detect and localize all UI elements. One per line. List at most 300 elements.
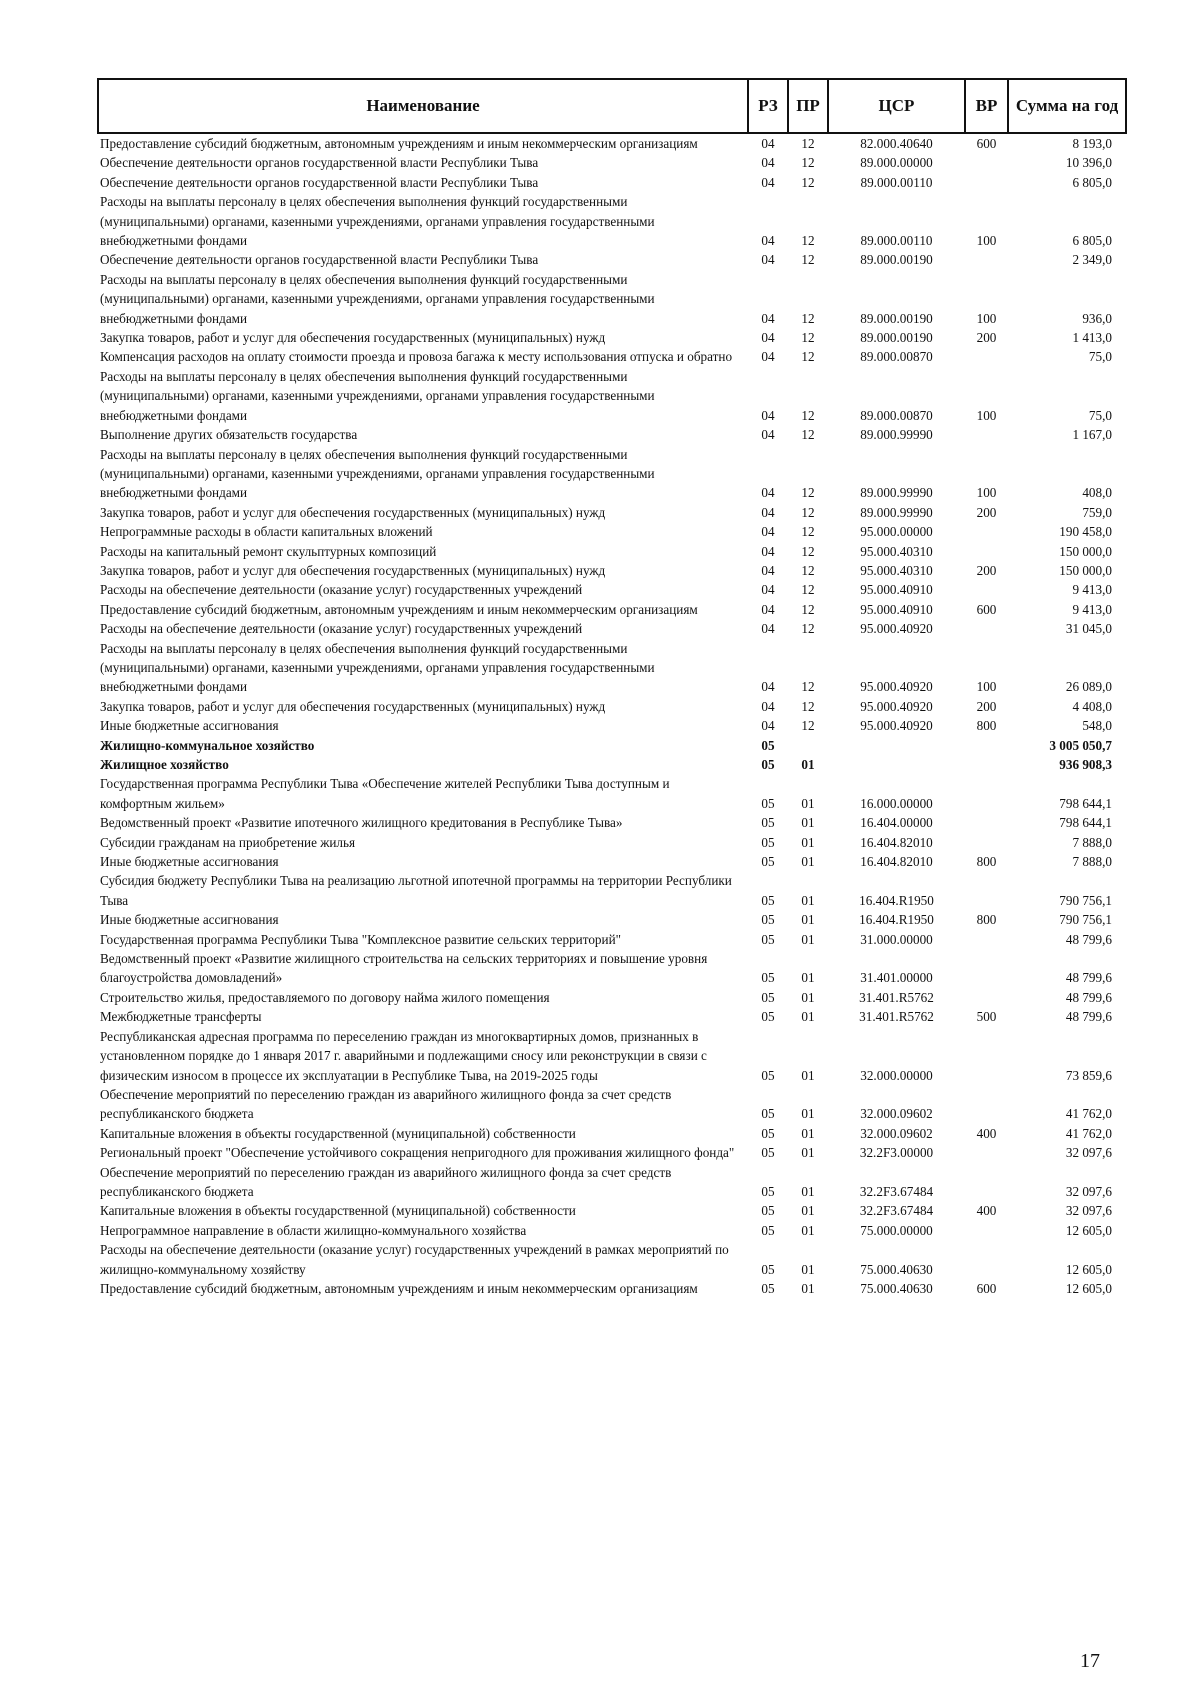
cell-sum: 12 605,0 [1065, 1280, 1112, 1296]
cell-sum: 31 045,0 [1065, 621, 1112, 637]
cell-rz: 04 [761, 155, 775, 171]
cell-vr: 600 [976, 1280, 997, 1296]
cell-name: Выполнение других обязательств государства [100, 427, 358, 443]
cell-name: Жилищное хозяйство [100, 757, 229, 772]
cell-vr: 100 [976, 233, 997, 249]
cell-csr: 95.000.40910 [860, 601, 933, 617]
cell-name: Обеспечение деятельности органов государственной власти Республики Тыва [100, 174, 539, 190]
cell-vr: 200 [976, 562, 997, 578]
cell-vr [965, 774, 1008, 813]
cell-name: Иные бюджетные ассигнования [100, 718, 279, 734]
cell-name: Расходы на выплаты персоналу в целях обеспечения выполнения функций государственными (муниципальными) органами, казенными учреждениями, органами управления государственными внебюджетными фондами [100, 194, 655, 249]
table-row [98, 813, 1126, 832]
cell-pr: 01 [801, 912, 815, 928]
cell-rz: 05 [761, 795, 775, 811]
cell-pr: 12 [801, 504, 815, 520]
cell-sum: 150 000,0 [1059, 562, 1112, 578]
table-row [98, 833, 1126, 852]
cell-pr: 12 [801, 407, 815, 423]
cell-sum: 41 762,0 [1065, 1106, 1112, 1122]
cell-name: Предоставление субсидий бюджетным, автономным учреждениям и иным некоммерческим организациям [100, 1280, 698, 1296]
cell-name: Компенсация расходов на оплату стоимости проезда и провоза багажа к месту использования отпуска и обратно [100, 349, 733, 365]
cell-csr: 89.000.00190 [860, 310, 933, 326]
cell-sum: 4 408,0 [1072, 698, 1112, 714]
cell-pr: 12 [801, 155, 815, 171]
cell-rz: 05 [761, 1203, 775, 1219]
table-row [98, 871, 1126, 910]
cell-csr: 89.000.99990 [860, 485, 933, 501]
table-row [98, 1201, 1126, 1220]
cell-csr: 31.401.00000 [860, 970, 933, 986]
table-row [98, 600, 1126, 619]
cell-rz: 04 [761, 310, 775, 326]
cell-pr: 12 [801, 349, 815, 365]
table-row [98, 270, 1126, 328]
cell-vr: 200 [976, 698, 997, 714]
table-row [98, 930, 1126, 949]
cell-pr: 01 [801, 1280, 815, 1296]
cell-sum: 790 756,1 [1059, 912, 1112, 928]
cell-csr: 89.000.00190 [860, 330, 933, 346]
table-row [98, 1279, 1126, 1298]
cell-rz: 04 [761, 349, 775, 365]
cell-sum: 759,0 [1082, 504, 1112, 520]
cell-name: Ведомственный проект «Развитие ипотечного жилищного кредитования в Республике Тыва» [100, 815, 623, 831]
header-name: Наименование [98, 79, 748, 133]
table-row [98, 153, 1126, 172]
cell-pr: 01 [801, 931, 815, 947]
cell-rz: 05 [761, 1067, 775, 1083]
table-row [98, 697, 1126, 716]
cell-csr: 31.000.00000 [860, 931, 933, 947]
cell-csr: 89.000.00870 [860, 349, 933, 365]
cell-rz: 04 [761, 582, 775, 598]
cell-rz: 05 [761, 737, 775, 753]
cell-name: Расходы на выплаты персоналу в целях обеспечения выполнения функций государственными (муниципальными) органами, казенными учреждениями, органами управления государственными внебюджетными фондами [100, 271, 655, 326]
table-row [98, 522, 1126, 541]
cell-sum: 10 396,0 [1065, 155, 1112, 171]
cell-pr: 01 [801, 834, 815, 850]
table-row [98, 367, 1126, 425]
cell-name: Расходы на выплаты персоналу в целях обеспечения выполнения функций государственными (муниципальными) органами, казенными учреждениями, органами управления государственными внебюджетными фондами [100, 446, 655, 501]
cell-rz: 05 [761, 1183, 775, 1199]
cell-sum: 1 413,0 [1072, 330, 1112, 346]
table-row [98, 503, 1126, 522]
cell-vr: 600 [976, 601, 997, 617]
cell-vr: 400 [976, 1125, 997, 1141]
cell-pr: 01 [801, 892, 815, 908]
cell-rz: 04 [761, 504, 775, 520]
cell-sum: 12 605,0 [1065, 1261, 1112, 1277]
cell-name: Непрограммное направление в области жилищно-коммунального хозяйства [100, 1222, 527, 1238]
cell-name: Расходы на обеспечение деятельности (оказание услуг) государственных учреждений в рамках мероприятий по жилищно-коммунальному хозяйству [100, 1242, 729, 1277]
cell-pr: 12 [801, 601, 815, 617]
cell-name: Закупка товаров, работ и услуг для обеспечения государственных (муниципальных) нужд [100, 698, 606, 714]
cell-pr: 12 [801, 718, 815, 734]
cell-rz: 04 [761, 562, 775, 578]
cell-vr [965, 542, 1008, 561]
cell-csr: 95.000.40920 [860, 698, 933, 714]
table-row [98, 1124, 1126, 1143]
cell-pr: 01 [801, 1125, 815, 1141]
cell-rz: 04 [761, 621, 775, 637]
cell-csr: 89.000.00000 [860, 155, 933, 171]
cell-sum: 48 799,6 [1065, 1009, 1112, 1025]
cell-rz: 04 [761, 601, 775, 617]
table-row [98, 1240, 1126, 1279]
cell-csr: 31.401.R5762 [859, 1009, 934, 1025]
cell-sum: 26 089,0 [1065, 679, 1112, 695]
cell-sum: 32 097,6 [1065, 1183, 1112, 1199]
cell-rz: 04 [761, 679, 775, 695]
cell-rz: 05 [761, 757, 775, 772]
cell-sum: 48 799,6 [1065, 989, 1112, 1005]
cell-name: Расходы на капитальный ремонт скульптурных композиций [100, 543, 437, 559]
cell-rz: 04 [761, 136, 775, 151]
cell-rz: 04 [761, 174, 775, 190]
cell-csr: 95.000.00000 [860, 524, 933, 540]
cell-pr: 01 [801, 1183, 815, 1199]
cell-csr: 89.000.00190 [860, 252, 933, 268]
table-row [98, 988, 1126, 1007]
cell-sum: 2 349,0 [1072, 252, 1112, 268]
cell-pr: 12 [801, 310, 815, 326]
cell-pr: 12 [801, 233, 815, 249]
cell-vr [965, 988, 1008, 1007]
table-row [98, 619, 1126, 638]
cell-name: Закупка товаров, работ и услуг для обеспечения государственных (муниципальных) нужд [100, 330, 606, 346]
cell-pr: 12 [801, 562, 815, 578]
cell-pr: 12 [801, 698, 815, 714]
table-row [98, 173, 1126, 192]
cell-csr: 32.000.09602 [860, 1106, 933, 1122]
cell-name: Закупка товаров, работ и услуг для обеспечения государственных (муниципальных) нужд [100, 562, 606, 578]
cell-vr: 200 [976, 504, 997, 520]
cell-vr: 800 [976, 912, 997, 928]
cell-csr: 95.000.40310 [860, 562, 933, 578]
cell-rz: 05 [761, 970, 775, 986]
page-number: 17 [1080, 1650, 1100, 1672]
cell-pr: 01 [801, 795, 815, 811]
cell-sum: 9 413,0 [1072, 601, 1112, 617]
cell-vr: 100 [976, 310, 997, 326]
table-row [98, 580, 1126, 599]
cell-sum: 12 605,0 [1065, 1222, 1112, 1238]
cell-vr: 100 [976, 485, 997, 501]
cell-csr [828, 755, 965, 774]
table-row [98, 774, 1126, 813]
table-row [98, 542, 1126, 561]
cell-rz: 05 [761, 815, 775, 831]
cell-pr: 12 [801, 543, 815, 559]
cell-csr: 31.401.R5762 [859, 989, 934, 1005]
cell-csr: 32.2F3.67484 [859, 1203, 934, 1219]
cell-pr: 01 [801, 1067, 815, 1083]
cell-csr: 16.404.R1950 [859, 912, 934, 928]
cell-csr: 75.000.00000 [860, 1222, 933, 1238]
cell-rz: 04 [761, 698, 775, 714]
cell-sum: 1 167,0 [1072, 427, 1112, 443]
cell-pr: 01 [801, 989, 815, 1005]
cell-rz: 05 [761, 854, 775, 870]
cell-name: Расходы на обеспечение деятельности (оказание услуг) государственных учреждений [100, 621, 583, 637]
cell-pr: 12 [801, 136, 815, 151]
table-row [98, 347, 1126, 366]
cell-vr [965, 250, 1008, 269]
cell-vr: 200 [976, 330, 997, 346]
header-sum: Сумма на год [1008, 79, 1126, 133]
table-row [98, 910, 1126, 929]
cell-vr: 600 [976, 136, 997, 151]
cell-csr: 16.404.00000 [860, 815, 933, 831]
cell-csr: 89.000.99990 [860, 504, 933, 520]
cell-vr [965, 1240, 1008, 1279]
cell-name: Субсидия бюджету Республики Тыва на реализацию льготной ипотечной программы на территории Республики Тыва [100, 873, 732, 908]
cell-name: Ведомственный проект «Развитие жилищного строительства на сельских территориях и повышение уровня благоустройства домовладений» [100, 951, 708, 986]
cell-pr: 01 [801, 1106, 815, 1122]
cell-vr [965, 580, 1008, 599]
cell-rz: 05 [761, 931, 775, 947]
cell-sum: 32 097,6 [1065, 1145, 1112, 1161]
cell-pr: 01 [801, 1203, 815, 1219]
cell-sum: 8 193,0 [1072, 136, 1112, 151]
cell-vr: 400 [976, 1203, 997, 1219]
cell-rz: 04 [761, 427, 775, 443]
cell-name: Предоставление субсидий бюджетным, автономным учреждениям и иным некоммерческим организациям [100, 601, 698, 617]
cell-csr: 89.000.99990 [860, 427, 933, 443]
cell-vr [965, 1085, 1008, 1124]
cell-sum: 9 413,0 [1072, 582, 1112, 598]
cell-csr [828, 736, 965, 755]
cell-name: Обеспечение деятельности органов государственной власти Республики Тыва [100, 252, 539, 268]
cell-sum: 48 799,6 [1065, 931, 1112, 947]
cell-sum: 190 458,0 [1059, 524, 1112, 540]
cell-csr: 32.2F3.00000 [859, 1145, 934, 1161]
cell-vr [965, 347, 1008, 366]
cell-csr: 32.2F3.67484 [859, 1183, 934, 1199]
cell-rz: 04 [761, 330, 775, 346]
cell-rz: 04 [761, 252, 775, 268]
cell-rz: 05 [761, 1009, 775, 1025]
cell-sum: 548,0 [1082, 718, 1112, 734]
table-row [98, 949, 1126, 988]
cell-sum: 798 644,1 [1059, 795, 1112, 811]
cell-csr: 89.000.00110 [860, 174, 933, 190]
cell-sum: 75,0 [1088, 349, 1112, 365]
cell-rz: 04 [761, 543, 775, 559]
cell-pr: 12 [801, 427, 815, 443]
cell-vr: 100 [976, 407, 997, 423]
cell-sum: 7 888,0 [1072, 834, 1112, 850]
cell-name: Закупка товаров, работ и услуг для обеспечения государственных (муниципальных) нужд [100, 504, 606, 520]
cell-sum: 6 805,0 [1072, 174, 1112, 190]
cell-rz: 05 [761, 892, 775, 908]
cell-pr: 12 [801, 621, 815, 637]
cell-sum: 7 888,0 [1072, 854, 1112, 870]
cell-vr [965, 1163, 1008, 1202]
cell-name: Субсидии гражданам на приобретение жилья [100, 834, 356, 850]
cell-sum: 73 859,6 [1065, 1067, 1112, 1083]
cell-vr [965, 1143, 1008, 1162]
cell-rz: 05 [761, 1222, 775, 1238]
cell-name: Предоставление субсидий бюджетным, автономным учреждениям и иным некоммерческим организациям [100, 136, 698, 151]
cell-pr: 12 [801, 679, 815, 695]
table-row [98, 716, 1126, 735]
table-row [98, 1085, 1126, 1124]
cell-pr: 01 [801, 1261, 815, 1277]
header-pr: ПР [788, 79, 828, 133]
cell-csr: 75.000.40630 [860, 1280, 933, 1296]
cell-csr: 32.000.00000 [860, 1067, 933, 1083]
cell-name: Межбюджетные трансферты [100, 1009, 262, 1025]
table-row [98, 250, 1126, 269]
cell-pr: 01 [801, 1009, 815, 1025]
cell-rz: 05 [761, 1125, 775, 1141]
cell-rz: 04 [761, 233, 775, 249]
cell-vr: 500 [976, 1009, 997, 1025]
cell-rz: 05 [761, 834, 775, 850]
header-rz: РЗ [748, 79, 788, 133]
cell-csr: 95.000.40920 [860, 679, 933, 695]
header-vr: ВР [965, 79, 1008, 133]
cell-vr [965, 755, 1008, 774]
cell-name: Государственная программа Республики Тыва «Обеспечение жителей Республики Тыва доступным и комфортным жильем» [100, 776, 670, 811]
cell-csr: 89.000.00110 [860, 233, 933, 249]
cell-vr [965, 1027, 1008, 1085]
table-row [98, 1007, 1126, 1026]
cell-sum: 32 097,6 [1065, 1203, 1112, 1219]
cell-sum: 41 762,0 [1065, 1125, 1112, 1141]
table-row [98, 445, 1126, 503]
cell-csr: 16.404.82010 [860, 834, 933, 850]
cell-rz: 05 [761, 989, 775, 1005]
cell-sum: 6 805,0 [1072, 233, 1112, 249]
cell-csr: 32.000.09602 [860, 1125, 933, 1141]
cell-vr [965, 425, 1008, 444]
cell-vr [965, 1221, 1008, 1240]
table-row [98, 328, 1126, 347]
cell-sum: 408,0 [1082, 485, 1112, 501]
cell-csr: 16.404.R1950 [859, 892, 934, 908]
table-header-row [98, 79, 1126, 133]
cell-vr [965, 619, 1008, 638]
cell-sum: 936,0 [1082, 310, 1112, 326]
cell-sum: 3 005 050,7 [1049, 737, 1112, 753]
table-row [98, 1027, 1126, 1085]
cell-csr: 95.000.40310 [860, 543, 933, 559]
cell-vr [965, 930, 1008, 949]
cell-csr: 95.000.40920 [860, 621, 933, 637]
table-body [98, 133, 1126, 1298]
cell-rz: 05 [761, 1261, 775, 1277]
cell-vr [965, 813, 1008, 832]
cell-rz: 04 [761, 718, 775, 734]
cell-name: Обеспечение мероприятий по переселению граждан из аварийного жилищного фонда за счет средств республиканского бюджета [100, 1086, 672, 1122]
cell-sum: 798 644,1 [1059, 815, 1112, 831]
cell-rz: 05 [761, 1280, 775, 1296]
cell-pr: 12 [801, 330, 815, 346]
cell-vr: 800 [976, 718, 997, 734]
cell-vr [965, 736, 1008, 755]
cell-sum: 150 000,0 [1059, 543, 1112, 559]
cell-name: Иные бюджетные ассигнования [100, 854, 279, 870]
cell-rz: 05 [761, 1145, 775, 1161]
table-row [98, 852, 1126, 871]
cell-csr: 16.404.82010 [860, 854, 933, 870]
table-row [98, 133, 1126, 153]
cell-pr: 01 [801, 1145, 815, 1161]
cell-name: Региональный проект "Обеспечение устойчивого сокращения непригодного для проживания жилищного фонда" [100, 1145, 735, 1161]
cell-pr: 12 [801, 174, 815, 190]
cell-name: Непрограммные расходы в области капитальных вложений [100, 524, 433, 540]
cell-rz: 04 [761, 524, 775, 540]
cell-pr: 01 [801, 815, 815, 831]
cell-csr: 75.000.40630 [860, 1261, 933, 1277]
cell-pr: 01 [801, 1222, 815, 1238]
cell-rz: 05 [761, 912, 775, 928]
cell-csr: 95.000.40920 [860, 718, 933, 734]
cell-name: Республиканская адресная программа по переселению граждан из многоквартирных домов, признанных в установленном порядке до 1 января 2017 г. аварийными и подлежащими сносу или реконструкции в связи с физическим износом в процессе их эксплуатации в Республике Тыва, на 2019-2025 годы [100, 1028, 707, 1083]
cell-name: Капитальные вложения в объекты государственной (муниципальной) собственности [100, 1203, 576, 1219]
cell-name: Расходы на обеспечение деятельности (оказание услуг) государственных учреждений [100, 582, 583, 598]
header-csr: ЦСР [828, 79, 965, 133]
cell-pr [788, 736, 828, 755]
cell-pr: 12 [801, 252, 815, 268]
cell-vr: 800 [976, 854, 997, 870]
cell-pr: 01 [801, 757, 815, 772]
cell-name: Обеспечение мероприятий по переселению граждан из аварийного жилищного фонда за счет средств республиканского бюджета [100, 1164, 672, 1199]
cell-csr: 89.000.00870 [860, 407, 933, 423]
cell-name: Строительство жилья, предоставляемого по договору найма жилого помещения [100, 989, 550, 1005]
cell-name: Расходы на выплаты персоналу в целях обеспечения выполнения функций государственными (муниципальными) органами, казенными учреждениями, органами управления государственными внебюджетными фондами [100, 368, 655, 423]
cell-vr [965, 871, 1008, 910]
cell-csr: 16.000.00000 [860, 795, 933, 811]
table-row [98, 1221, 1126, 1240]
cell-name: Расходы на выплаты персоналу в целях обеспечения выполнения функций государственными (муниципальными) органами, казенными учреждениями, органами управления государственными внебюджетными фондами [100, 640, 655, 695]
cell-rz: 05 [761, 1106, 775, 1122]
cell-name: Обеспечение деятельности органов государственной власти Республики Тыва [100, 155, 539, 171]
cell-vr [965, 153, 1008, 172]
cell-vr [965, 949, 1008, 988]
cell-pr: 01 [801, 854, 815, 870]
cell-pr: 12 [801, 524, 815, 540]
table-row [98, 736, 1126, 755]
cell-pr: 01 [801, 970, 815, 986]
table-row [98, 1143, 1126, 1162]
cell-sum: 790 756,1 [1059, 892, 1112, 908]
cell-name: Капитальные вложения в объекты государственной (муниципальной) собственности [100, 1125, 576, 1141]
cell-csr: 95.000.40910 [860, 582, 933, 598]
table-row [98, 425, 1126, 444]
cell-rz: 04 [761, 485, 775, 501]
cell-rz: 04 [761, 407, 775, 423]
table-row [98, 192, 1126, 250]
cell-name: Жилищно-коммунальное хозяйство [100, 737, 315, 753]
cell-pr: 12 [801, 582, 815, 598]
cell-csr: 82.000.40640 [860, 136, 933, 151]
cell-vr: 100 [976, 679, 997, 695]
table-row [98, 1163, 1126, 1202]
cell-sum: 936 908,3 [1059, 757, 1112, 772]
cell-pr: 12 [801, 485, 815, 501]
budget-table [97, 78, 1127, 1298]
cell-vr [965, 173, 1008, 192]
cell-vr [965, 522, 1008, 541]
cell-vr [965, 833, 1008, 852]
cell-name: Государственная программа Республики Тыва "Комплексное развитие сельских территорий" [100, 931, 622, 947]
table-row [98, 561, 1126, 580]
table-row [98, 639, 1126, 697]
